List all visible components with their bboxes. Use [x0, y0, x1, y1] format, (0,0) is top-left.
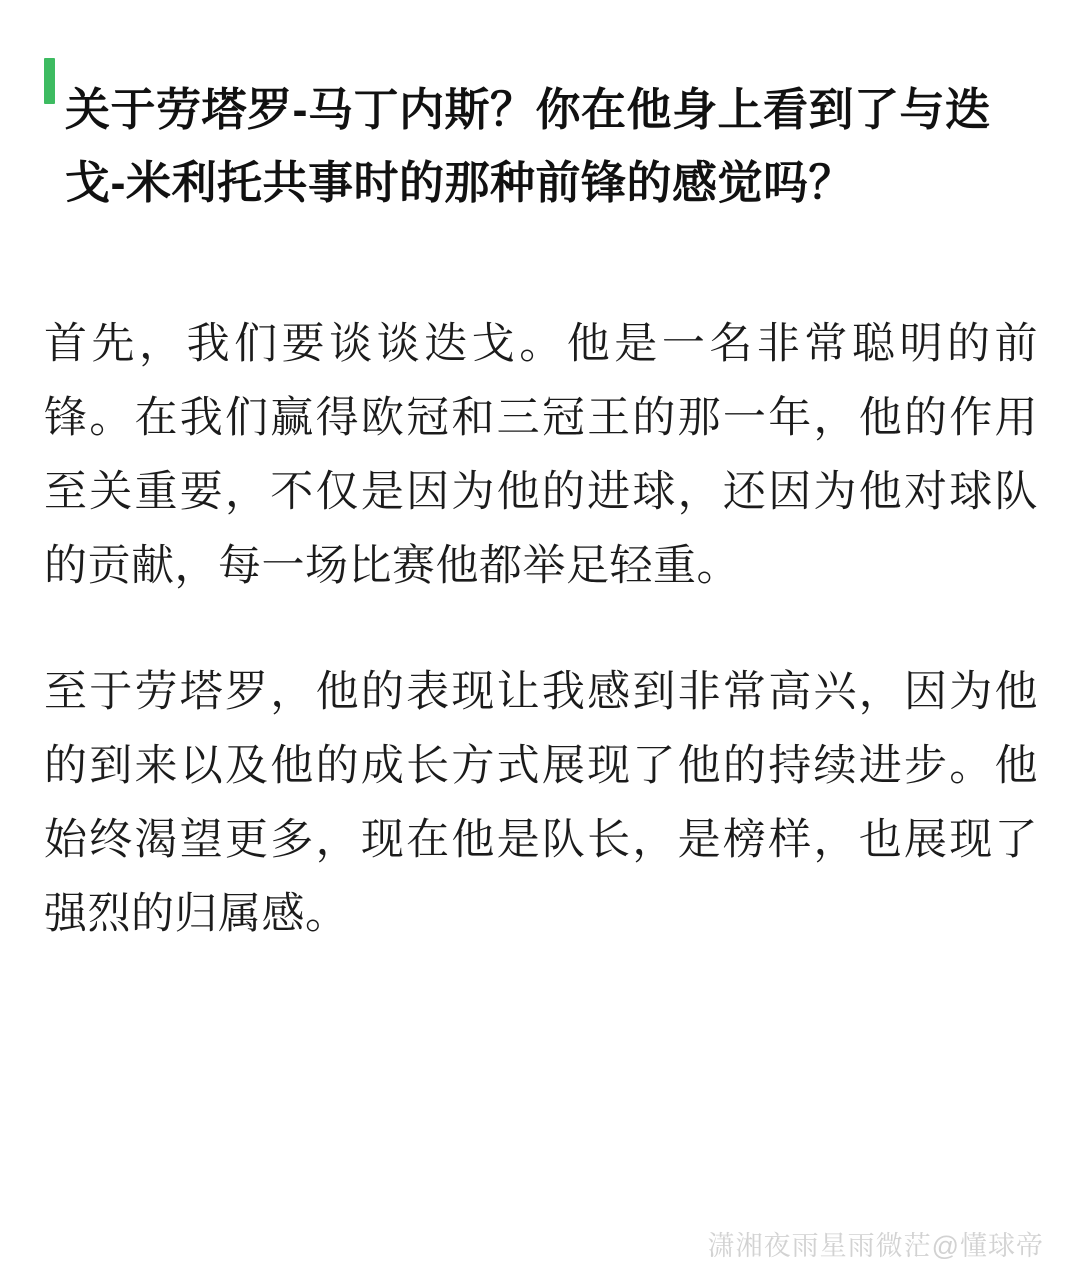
answer-paragraph-2: 至于劳塔罗，他的表现让我感到非常高兴，因为他的到来以及他的成长方式展现了他的持续进步。他始终渴望更多，现在他是队长，是榜样，也展现了强烈的归属感。 — [44, 667, 1038, 938]
watermark-text: 潇湘夜雨星雨微茫@懂球帝 — [707, 1231, 1044, 1261]
question-heading — [44, 44, 1038, 250]
question-marker-icon — [44, 58, 55, 104]
answer-paragraph-1: 首先，我们要谈谈迭戈。他是一名非常聪明的前锋。在我们赢得欧冠和三冠王的那一年，他的作用至关重要，不仅是因为他的进球，还因为他对球队的贡献，每一场比赛他都举足轻重。 — [44, 320, 1038, 590]
question-text: 关于劳塔罗-马丁内斯？你在他身上看到了与迭戈-米利托共事时的那种前锋的感觉吗？ — [65, 84, 991, 209]
